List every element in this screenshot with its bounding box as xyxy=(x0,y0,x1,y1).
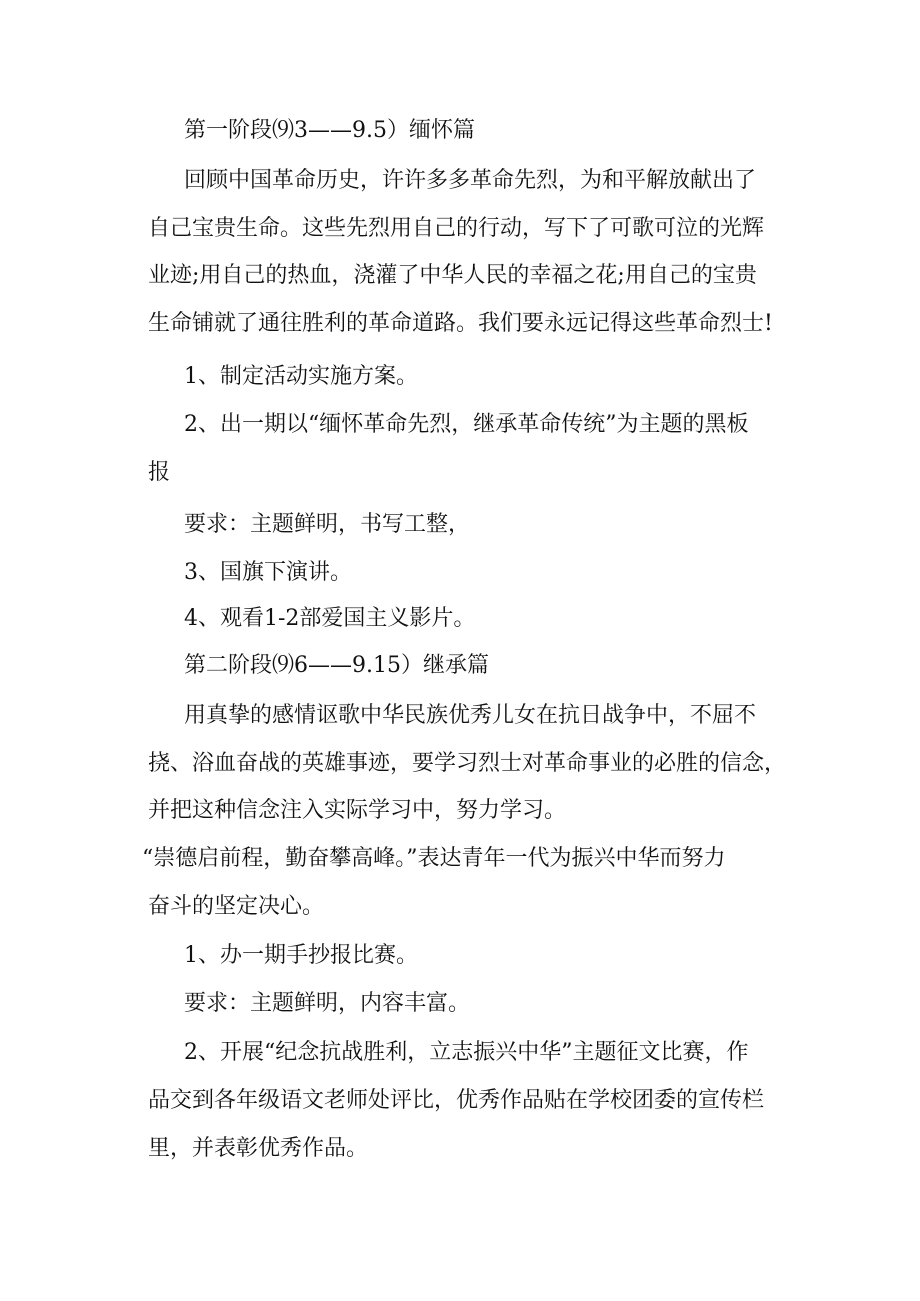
section2-quote-line-1: “崇德启前程，勤奋攀高峰。”表达青年一代为振兴中华而努力 xyxy=(142,846,726,871)
section2-heading: 第二阶段⑼6——9.15）继承篇 xyxy=(184,653,489,678)
section1-item-2-line-2: 报 xyxy=(148,460,171,485)
section2-item-2-line-2: 品交到各年级语文老师处评比，优秀作品贴在学校团委的宣传栏 xyxy=(148,1088,765,1113)
section2-quote-line-2: 奋斗的坚定决心。 xyxy=(148,894,325,919)
section1-item-3: 3、国旗下演讲。 xyxy=(184,560,352,585)
section1-intro-line-2: 自己宝贵生命。这些先烈用自己的行动，写下了可歌可泣的光辉 xyxy=(148,216,765,241)
section1-item-1: 1、制定活动实施方案。 xyxy=(184,364,418,389)
section1-intro-line-3: 业迹;用自己的热血，浇灌了中华人民的幸福之花;用自己的宝贵 xyxy=(148,263,757,288)
section2-intro-line-1: 用真挚的感情讴歌中华民族优秀儿女在抗日战争中，不屈不 xyxy=(184,703,757,728)
section2-item-1: 1、办一期手抄报比赛。 xyxy=(184,943,418,968)
section2-intro-line-3: 并把这种信念注入实际学习中，努力学习。 xyxy=(148,798,567,823)
section2-item-2-line-3: 里，并表彰优秀作品。 xyxy=(148,1136,369,1161)
section1-item-4: 4、观看1-2部爱国主义影片。 xyxy=(184,606,476,631)
section1-item-2-requirement: 要求：主题鲜明，书写工整， xyxy=(184,512,471,537)
section1-intro-line-1: 回顾中国革命历史，许许多多革命先烈，为和平解放献出了 xyxy=(184,168,757,193)
section2-item-2-line-1: 2、开展“纪念抗战胜利，立志振兴中华”主题征文比赛，作 xyxy=(184,1040,749,1065)
section2-item-1-requirement: 要求：主题鲜明，内容丰富。 xyxy=(184,991,471,1016)
section1-item-2-line-1: 2、出一期以“缅怀革命先烈，继承革命传统”为主题的黑板 xyxy=(184,412,749,437)
section2-intro-line-2: 挠、浴血奋战的英雄事迹，要学习烈士对革命事业的必胜的信念， xyxy=(148,751,787,776)
section1-heading: 第一阶段⑼3——9.5）缅怀篇 xyxy=(184,118,475,143)
section1-intro-line-4: 生命铺就了通往胜利的革命道路。我们要永远记得这些革命烈士! xyxy=(148,311,773,336)
